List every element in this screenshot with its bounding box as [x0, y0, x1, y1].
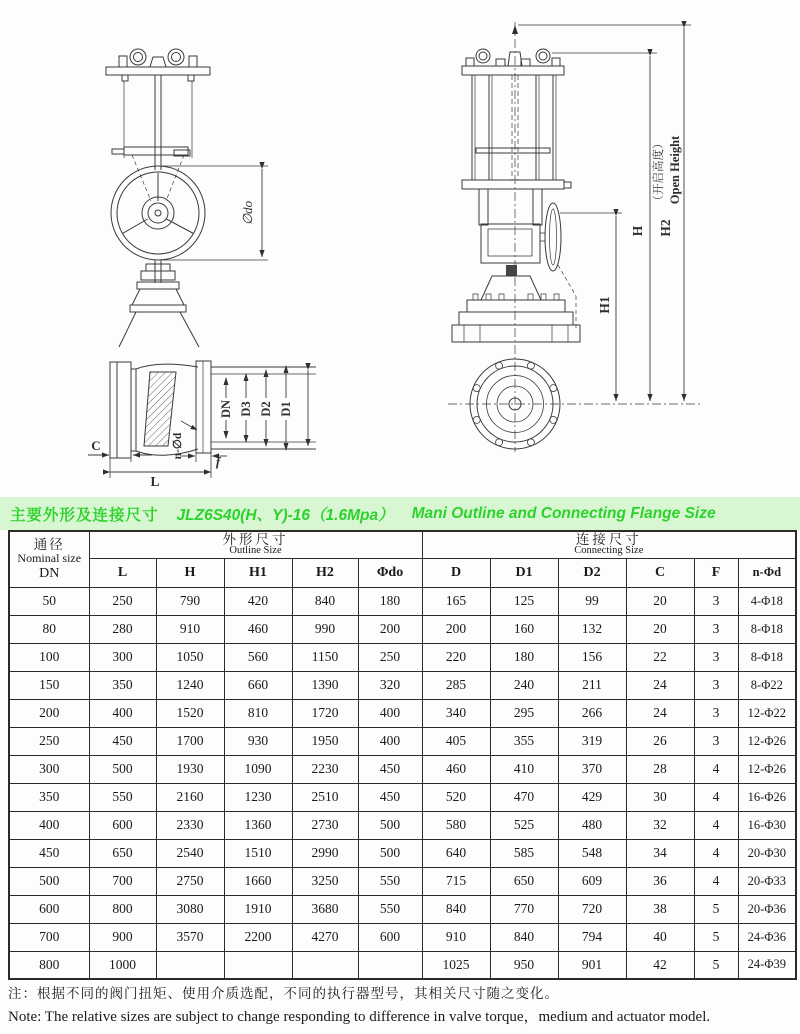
- table-cell: 12-Φ26: [738, 755, 796, 783]
- table-cell: 840: [422, 895, 490, 923]
- table-cell: 560: [224, 643, 292, 671]
- table-cell: 3: [694, 671, 738, 699]
- table-cell: 2750: [156, 867, 224, 895]
- table-cell: 370: [558, 755, 626, 783]
- table-cell: 600: [89, 811, 156, 839]
- table-cell: 280: [89, 615, 156, 643]
- table-cell: 3250: [292, 867, 358, 895]
- table-cell: 24: [626, 699, 694, 727]
- table-cell: 20-Φ33: [738, 867, 796, 895]
- table-cell: 500: [358, 839, 422, 867]
- table-cell: 2540: [156, 839, 224, 867]
- table-cell: 20-Φ36: [738, 895, 796, 923]
- table-cell: 300: [89, 643, 156, 671]
- table-cell: 600: [9, 895, 89, 923]
- table-cell: 266: [558, 699, 626, 727]
- table-cell: 450: [358, 783, 422, 811]
- table-cell: 794: [558, 923, 626, 951]
- table-cell: 1520: [156, 699, 224, 727]
- table-cell: 4: [694, 755, 738, 783]
- table-cell: 200: [358, 615, 422, 643]
- table-cell: 410: [490, 755, 558, 783]
- table-cell: 420: [224, 587, 292, 615]
- table-row: [9, 895, 796, 923]
- note-english: Note: The relative sizes are subject to change responding to difference in valve torque，medium and actuator model.: [8, 1009, 711, 1025]
- table-cell: 12-Φ22: [738, 699, 796, 727]
- table-cell: 8-Φ18: [738, 615, 796, 643]
- col-header-φdo: Φdo: [358, 558, 422, 587]
- table-cell: 450: [89, 727, 156, 755]
- table-cell: 2730: [292, 811, 358, 839]
- table-cell: 990: [292, 615, 358, 643]
- table-cell: 1050: [156, 643, 224, 671]
- footnotes: [8, 983, 794, 1029]
- table-cell: 80: [9, 615, 89, 643]
- table-cell: 3570: [156, 923, 224, 951]
- table-cell: 600: [358, 923, 422, 951]
- table-cell: 180: [358, 587, 422, 615]
- table-cell: 910: [156, 615, 224, 643]
- table-cell: 550: [89, 783, 156, 811]
- dim-label-open-height-cn: （开启高度）: [653, 137, 665, 207]
- table-cell: [358, 951, 422, 979]
- table-cell: 525: [490, 811, 558, 839]
- table-cell: 1360: [224, 811, 292, 839]
- table-cell: 3: [694, 587, 738, 615]
- table-cell: 720: [558, 895, 626, 923]
- table-row: [9, 811, 796, 839]
- group-header-connecting-size: 连接尺寸 Connecting Size: [422, 531, 796, 558]
- table-cell: 580: [422, 811, 490, 839]
- table-cell: 2160: [156, 783, 224, 811]
- table-cell: 20: [626, 615, 694, 643]
- dimension-table: [8, 530, 797, 980]
- table-cell: 4: [694, 783, 738, 811]
- col-header-h2: H2: [292, 558, 358, 587]
- table-cell: 1230: [224, 783, 292, 811]
- table-cell: 2200: [224, 923, 292, 951]
- table-cell: [224, 951, 292, 979]
- table-cell: 400: [9, 811, 89, 839]
- table-cell: 8-Φ22: [738, 671, 796, 699]
- dim-label-l: L: [150, 474, 160, 489]
- dim-label-d2: D2: [259, 401, 273, 417]
- table-cell: 355: [490, 727, 558, 755]
- table-cell: 36: [626, 867, 694, 895]
- table-cell: 320: [358, 671, 422, 699]
- table-row: [9, 615, 796, 643]
- col-header-d2: D2: [558, 558, 626, 587]
- table-cell: 340: [422, 699, 490, 727]
- table-cell: 8-Φ18: [738, 643, 796, 671]
- table-cell: 200: [422, 615, 490, 643]
- table-cell: 800: [9, 951, 89, 979]
- dim-label-do: ∅do: [240, 200, 255, 226]
- pneumatic-valve-drawing: [448, 22, 700, 452]
- table-cell: 1660: [224, 867, 292, 895]
- table-cell: 810: [224, 699, 292, 727]
- table-cell: 700: [89, 867, 156, 895]
- table-cell: 450: [358, 755, 422, 783]
- table-cell: 156: [558, 643, 626, 671]
- dim-label-c: C: [91, 438, 101, 453]
- table-cell: 470: [490, 783, 558, 811]
- table-row: [9, 923, 796, 951]
- table-cell: 1150: [292, 643, 358, 671]
- table-cell: 480: [558, 811, 626, 839]
- table-cell: 1390: [292, 671, 358, 699]
- table-cell: 5: [694, 895, 738, 923]
- table-cell: 910: [422, 923, 490, 951]
- table-cell: 660: [224, 671, 292, 699]
- dim-label-d3: D3: [239, 401, 253, 417]
- table-cell: 180: [490, 643, 558, 671]
- table-cell: 3080: [156, 895, 224, 923]
- table-row: [9, 727, 796, 755]
- table-cell: 3: [694, 699, 738, 727]
- manual-valve-drawing: [88, 49, 316, 489]
- table-cell: 211: [558, 671, 626, 699]
- section-title-bar: [0, 497, 800, 530]
- table-row: [9, 755, 796, 783]
- dim-label-h1: H1: [597, 296, 612, 314]
- table-cell: 901: [558, 951, 626, 979]
- table-cell: 350: [89, 671, 156, 699]
- table-cell: 24-Φ39: [738, 951, 796, 979]
- table-cell: 350: [9, 783, 89, 811]
- table-cell: 400: [358, 727, 422, 755]
- table-cell: 429: [558, 783, 626, 811]
- table-cell: 319: [558, 727, 626, 755]
- col-header-f: F: [694, 558, 738, 587]
- dim-label-open-height-en: Open Height: [668, 135, 682, 205]
- table-cell: 40: [626, 923, 694, 951]
- dim-label-h2: H2: [658, 219, 673, 237]
- table-cell: 715: [422, 867, 490, 895]
- table-cell: 20: [626, 587, 694, 615]
- table-cell: 34: [626, 839, 694, 867]
- table-cell: 790: [156, 587, 224, 615]
- table-cell: 250: [9, 727, 89, 755]
- table-cell: 770: [490, 895, 558, 923]
- table-cell: 4: [694, 839, 738, 867]
- col-header-d: D: [422, 558, 490, 587]
- group-header-outline-size: 外形尺寸 Outline Size: [89, 531, 422, 558]
- table-cell: [156, 951, 224, 979]
- table-cell: 548: [558, 839, 626, 867]
- table-cell: 250: [89, 587, 156, 615]
- table-cell: 700: [9, 923, 89, 951]
- section-title-model: JLZ6S40(H、Y)-16（1.6Mpa）: [176, 506, 394, 524]
- table-cell: 50: [9, 587, 89, 615]
- table-cell: 100: [9, 643, 89, 671]
- table-cell: 609: [558, 867, 626, 895]
- dim-label-d1: D1: [279, 401, 293, 417]
- table-cell: 1720: [292, 699, 358, 727]
- table-cell: 3680: [292, 895, 358, 923]
- table-cell: 450: [9, 839, 89, 867]
- dim-label-f: f: [215, 454, 221, 469]
- table-cell: 585: [490, 839, 558, 867]
- table-cell: 1000: [89, 951, 156, 979]
- table-cell: 840: [490, 923, 558, 951]
- table-cell: 240: [490, 671, 558, 699]
- col-header-d1: D1: [490, 558, 558, 587]
- table-row: [9, 867, 796, 895]
- table-row: [9, 699, 796, 727]
- table-cell: 16-Φ30: [738, 811, 796, 839]
- table-cell: 28: [626, 755, 694, 783]
- table-cell: 550: [358, 895, 422, 923]
- table-cell: 20-Φ30: [738, 839, 796, 867]
- table-cell: 460: [224, 615, 292, 643]
- table-cell: 950: [490, 951, 558, 979]
- table-cell: 400: [89, 699, 156, 727]
- dim-label-dn: DN: [219, 399, 233, 419]
- col-header-l: L: [89, 558, 156, 587]
- table-cell: 1510: [224, 839, 292, 867]
- table-cell: 405: [422, 727, 490, 755]
- table-cell: 200: [9, 699, 89, 727]
- col-header-c: C: [626, 558, 694, 587]
- table-cell: 132: [558, 615, 626, 643]
- col-header-h1: H1: [224, 558, 292, 587]
- table-cell: 220: [422, 643, 490, 671]
- column-header-row: [9, 558, 796, 587]
- table-cell: 3: [694, 643, 738, 671]
- table-cell: 640: [422, 839, 490, 867]
- table-cell: 460: [422, 755, 490, 783]
- table-cell: 500: [358, 811, 422, 839]
- table-cell: 2330: [156, 811, 224, 839]
- table-cell: 1930: [156, 755, 224, 783]
- table-cell: 500: [89, 755, 156, 783]
- col-header-h: H: [156, 558, 224, 587]
- table-row: [9, 587, 796, 615]
- table-cell: 295: [490, 699, 558, 727]
- table-cell: 930: [224, 727, 292, 755]
- table-cell: 520: [422, 783, 490, 811]
- table-cell: 1950: [292, 727, 358, 755]
- col-header-nominal-size: 通径 Nominal size DN: [9, 531, 89, 587]
- table-cell: 500: [9, 867, 89, 895]
- table-cell: 300: [9, 755, 89, 783]
- table-row: [9, 951, 796, 979]
- table-cell: 2990: [292, 839, 358, 867]
- table-cell: 22: [626, 643, 694, 671]
- table-cell: 800: [89, 895, 156, 923]
- table-cell: 4-Φ18: [738, 587, 796, 615]
- table-cell: 1025: [422, 951, 490, 979]
- table-cell: 24: [626, 671, 694, 699]
- table-cell: 150: [9, 671, 89, 699]
- table-cell: 1240: [156, 671, 224, 699]
- table-cell: 1090: [224, 755, 292, 783]
- table-cell: 650: [89, 839, 156, 867]
- table-cell: 3: [694, 615, 738, 643]
- table-cell: 38: [626, 895, 694, 923]
- note-chinese: 注：根据不同的阀门扭矩、使用介质选配，不同的执行器型号，其相关尺寸随之变化。: [8, 986, 559, 1001]
- table-cell: 4: [694, 811, 738, 839]
- table-cell: 2230: [292, 755, 358, 783]
- table-cell: 165: [422, 587, 490, 615]
- table-cell: [292, 951, 358, 979]
- section-title-english: Mani Outline and Connecting Flange Size: [411, 504, 716, 522]
- table-cell: 30: [626, 783, 694, 811]
- section-title-chinese: 主要外形及连接尺寸: [10, 506, 159, 524]
- table-cell: 400: [358, 699, 422, 727]
- table-cell: 99: [558, 587, 626, 615]
- table-cell: 42: [626, 951, 694, 979]
- table-cell: 250: [358, 643, 422, 671]
- table-cell: 840: [292, 587, 358, 615]
- dim-label-nd: n-∅d: [172, 432, 184, 460]
- table-cell: 24-Φ36: [738, 923, 796, 951]
- table-cell: 4: [694, 867, 738, 895]
- table-cell: 285: [422, 671, 490, 699]
- table-cell: 12-Φ26: [738, 727, 796, 755]
- table-row: [9, 643, 796, 671]
- table-cell: 2510: [292, 783, 358, 811]
- table-cell: 4270: [292, 923, 358, 951]
- table-row: [9, 671, 796, 699]
- table-cell: 16-Φ26: [738, 783, 796, 811]
- table-row: [9, 783, 796, 811]
- table-cell: 5: [694, 923, 738, 951]
- table-cell: 32: [626, 811, 694, 839]
- table-row: [9, 839, 796, 867]
- table-cell: 26: [626, 727, 694, 755]
- table-cell: 550: [358, 867, 422, 895]
- valve-drawings: [0, 0, 800, 497]
- table-cell: 900: [89, 923, 156, 951]
- table-cell: 1910: [224, 895, 292, 923]
- table-cell: 1700: [156, 727, 224, 755]
- dim-label-h: H: [630, 225, 645, 237]
- table-cell: 650: [490, 867, 558, 895]
- table-cell: 160: [490, 615, 558, 643]
- table-cell: 3: [694, 727, 738, 755]
- table-cell: 125: [490, 587, 558, 615]
- table-cell: 5: [694, 951, 738, 979]
- col-header-n-φd: n-Φd: [738, 558, 796, 587]
